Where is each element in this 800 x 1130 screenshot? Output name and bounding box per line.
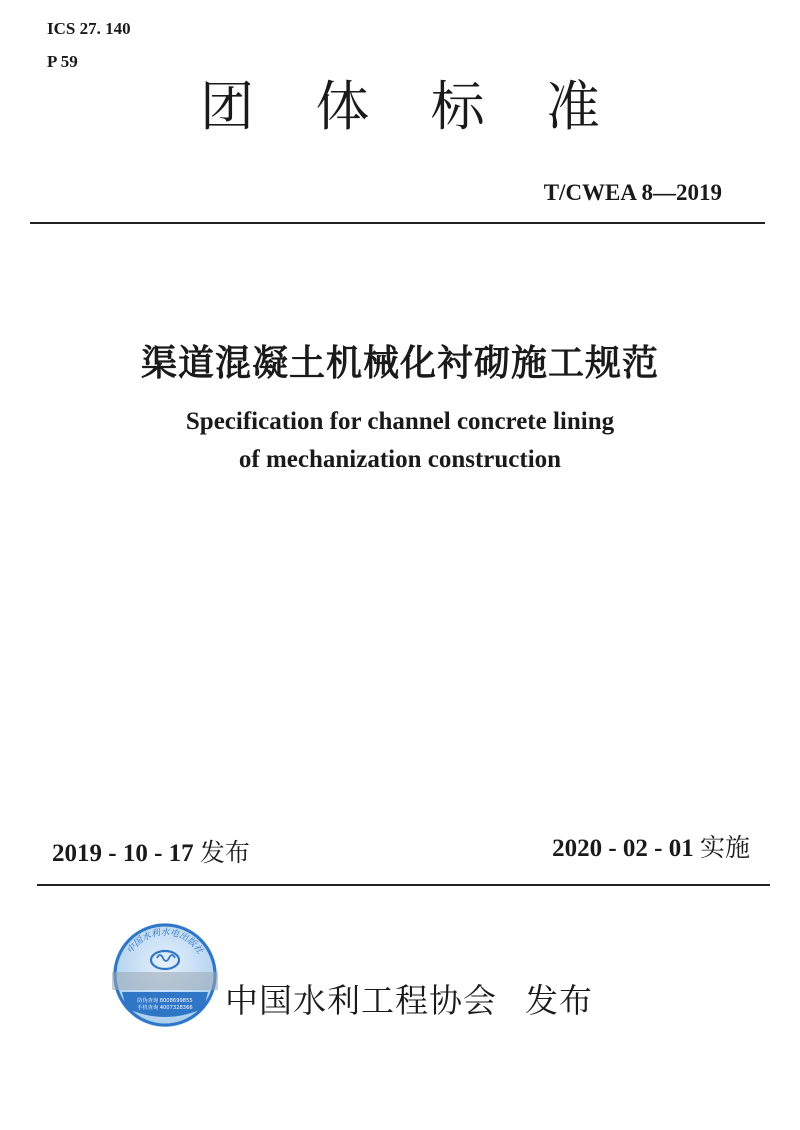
seal-phone-line: 手机查询 4007328366: [137, 1005, 193, 1011]
issue-date-block: [52, 833, 250, 869]
implement-date-block: [552, 828, 750, 864]
standard-type-char: 体: [315, 75, 370, 138]
issue-label: 发布: [199, 838, 250, 867]
english-title-line: of mechanization construction: [238, 446, 562, 473]
standard-type-heading: [200, 75, 600, 138]
implement-label: 实施: [699, 833, 750, 862]
classification-code: P 59: [47, 52, 78, 71]
english-title: [0, 403, 800, 479]
standard-type-char: 团: [200, 75, 254, 138]
publisher-name: 中国水利工程协会: [225, 981, 497, 1020]
standard-code: T/CWEA 8—2019: [543, 180, 722, 205]
standard-type-char: 标: [430, 75, 485, 138]
anti-counterfeit-seal: [112, 922, 218, 1028]
english-title-line: Specification for channel concrete lining: [185, 408, 615, 435]
publisher-action: 发布: [525, 981, 593, 1020]
issue-date: 2019 - 10 - 17: [52, 840, 194, 867]
standard-type-char: 准: [545, 75, 600, 138]
seal-hologram-strip: [112, 972, 218, 990]
bottom-divider: [37, 884, 770, 886]
implement-date: 2020 - 02 - 01: [552, 835, 694, 862]
seal-phone-line: 防伪查询 8008699855: [137, 998, 193, 1004]
ics-code: ICS 27. 140: [47, 19, 131, 38]
chinese-title: 渠道混凝土机械化衬砌施工规范: [140, 343, 659, 384]
top-divider: [30, 222, 765, 224]
seal-ring-text: 中国水利水电出版社: [125, 928, 205, 956]
publisher-line: [225, 975, 593, 1022]
